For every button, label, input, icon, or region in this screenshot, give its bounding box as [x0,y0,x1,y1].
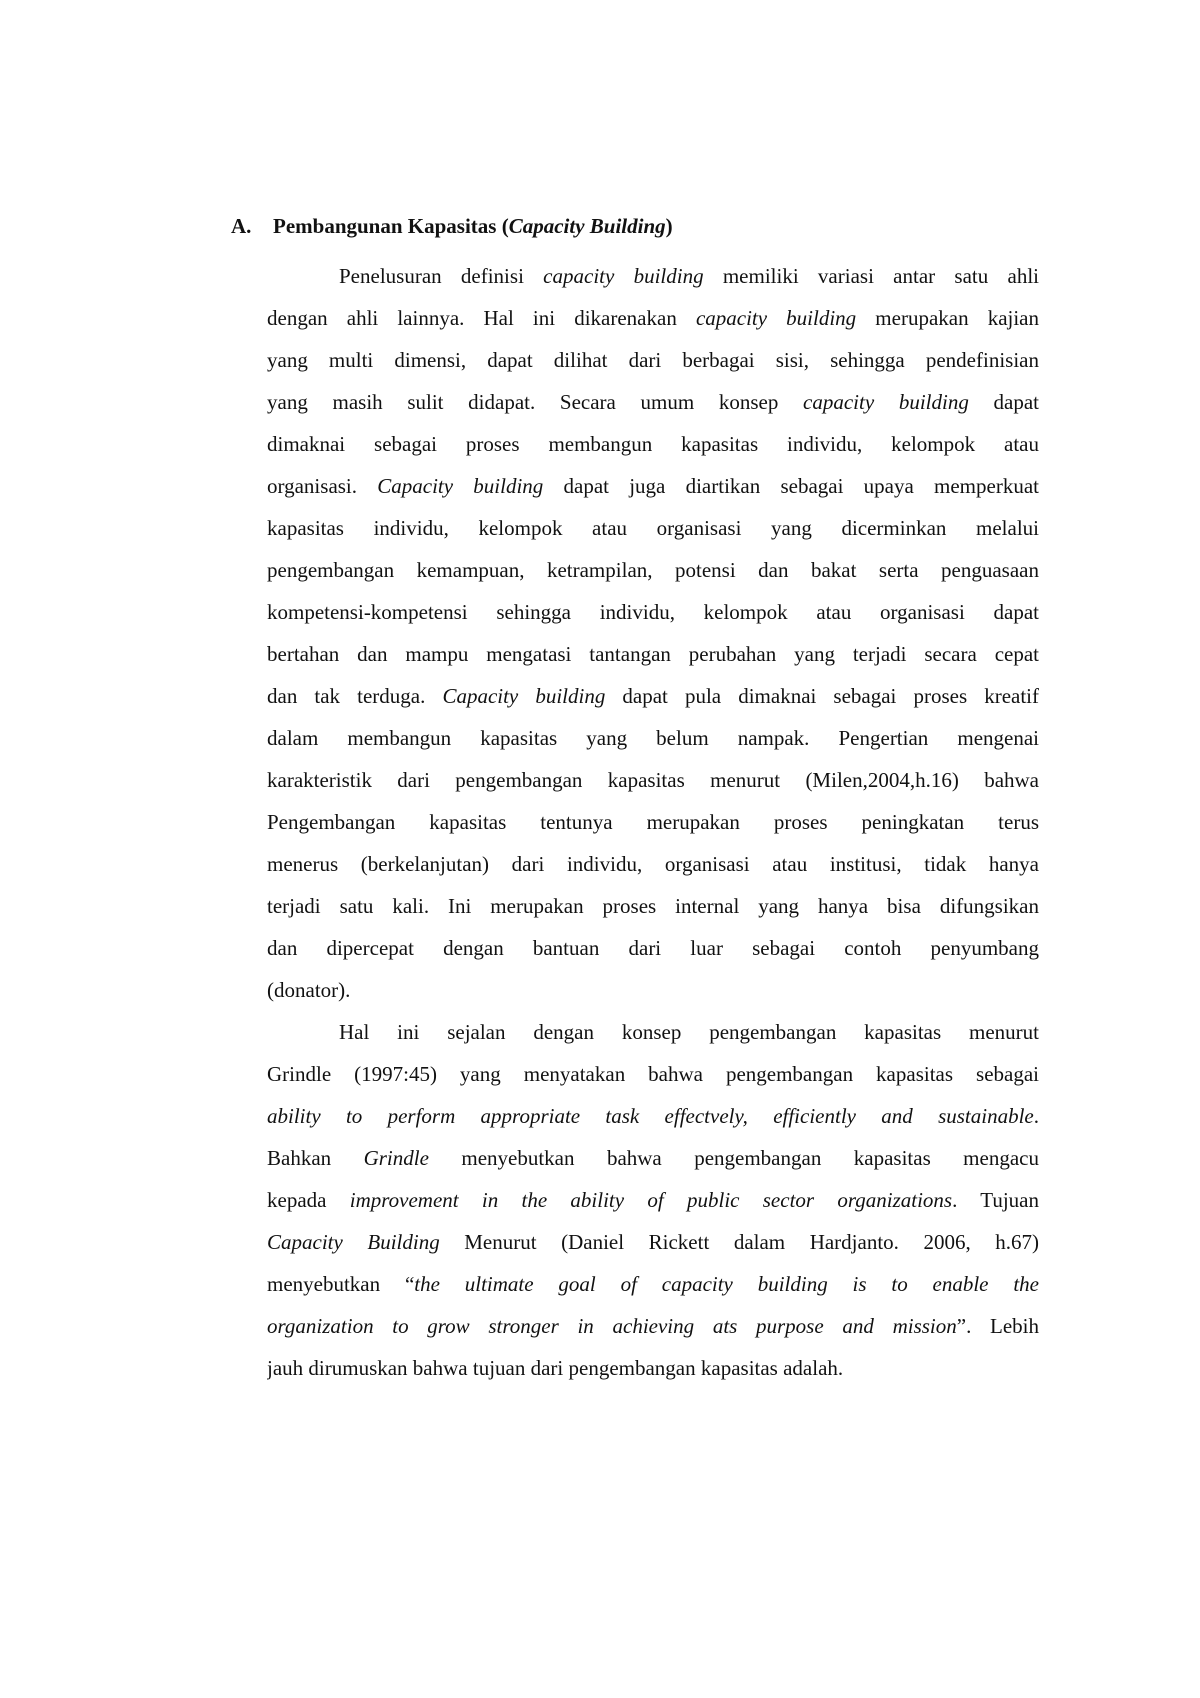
section-title-italic: Capacity Building [508,214,666,238]
text-line [267,297,1039,339]
text-line [267,1053,1039,1095]
text-segment: menyebutkan “ [267,1272,415,1296]
text-segment: dapat [968,390,1039,414]
text-segment: dan dipercepat dengan bantuan dari luar sebagai contoh penyumbang [267,936,1039,960]
italic-text: improvement in the ability of public sector organizations [349,1188,953,1212]
text-segment: dapat juga diartikan sebagai upaya memperkuat [543,474,1039,498]
text-line [267,1179,1039,1221]
text-line [267,885,1039,927]
text-segment: Grindle (1997:45) yang menyatakan bahwa pengembangan kapasitas sebagai [267,1062,1039,1086]
text-segment: yang masih sulit didapat. Secara umum konsep [267,390,804,414]
body-paragraphs [267,255,1039,1389]
text-line [267,675,1039,717]
text-segment: organisasi. [267,474,378,498]
text-segment: dapat pula dimaknai sebagai proses kreatif [605,684,1039,708]
text-segment: . Tujuan [952,1188,1039,1212]
text-line [267,465,1039,507]
text-line [267,843,1039,885]
text-segment: dimaknai sebagai proses membangun kapasitas individu, kelompok atau [267,432,1039,456]
text-line [267,255,1039,297]
text-segment: dengan ahli lainnya. Hal ini dikarenakan [267,306,696,330]
italic-text: capacity building [543,264,704,288]
text-line [267,801,1039,843]
text-segment: Hal ini sejalan dengan konsep pengembangan kapasitas menurut [339,1020,1039,1044]
italic-text: capacity building [695,306,857,330]
text-segment: merupakan kajian [856,306,1039,330]
italic-text: organization to grow stronger in achieving ats purpose and mission [267,1314,957,1338]
text-line [267,339,1039,381]
section-title [273,214,673,238]
text-line [267,969,1039,1011]
text-segment: kepada [267,1188,350,1212]
text-segment: kompetensi-kompetensi sehingga individu, kelompok atau organisasi dapat [267,600,1039,624]
text-segment: Menurut (Daniel Rickett dalam Hardjanto. 2006, h.67) [439,1230,1039,1254]
text-segment: terjadi satu kali. Ini merupakan proses internal yang hanya bisa difungsikan [267,894,1039,918]
italic-text: Capacity building [377,474,544,498]
text-line [267,1263,1039,1305]
text-segment: Penelusuran definisi [339,264,544,288]
text-line [267,759,1039,801]
section-heading [231,211,673,241]
text-line [267,927,1039,969]
text-line [267,1095,1039,1137]
italic-text: Capacity Building [267,1230,440,1254]
italic-text: Grindle [363,1146,429,1170]
text-segment: Pengembangan kapasitas tentunya merupakan proses peningkatan terus [267,810,1039,834]
text-line [267,1221,1039,1263]
section-number: A. [231,214,252,238]
text-segment: menyebutkan bahwa pengembangan kapasitas mengacu [428,1146,1039,1170]
text-line [267,1137,1039,1179]
section-title-close: ) [665,214,673,238]
text-segment: dan tak terduga. [267,684,443,708]
text-segment: bertahan dan mampu mengatasi tantangan perubahan yang terjadi secara cepat [267,642,1039,666]
text-segment: Bahkan [267,1146,364,1170]
italic-text: ability to perform appropriate task effectvely, efficiently and sustainable [267,1104,1034,1128]
text-segment: memiliki variasi antar satu ahli [703,264,1039,288]
text-segment: dalam membangun kapasitas yang belum nampak. Pengertian mengenai [267,726,1039,750]
text-line [267,1305,1039,1347]
text-line [267,549,1039,591]
italic-text: capacity building [803,390,969,414]
text-line [267,1011,1039,1053]
text-line [267,423,1039,465]
text-segment: . [1033,1104,1039,1128]
text-segment: pengembangan kemampuan, ketrampilan, potensi dan bakat serta penguasaan [267,558,1039,582]
text-line [267,633,1039,675]
text-line [267,507,1039,549]
text-segment: menerus (berkelanjutan) dari individu, organisasi atau institusi, tidak hanya [267,852,1039,876]
italic-text: the ultimate goal of capacity building is to enable the [414,1272,1039,1296]
text-line [267,717,1039,759]
text-segment: yang multi dimensi, dapat dilihat dari berbagai sisi, sehingga pendefinisian [267,348,1039,372]
section-title-plain: Pembangunan Kapasitas ( [273,214,509,238]
text-line [267,591,1039,633]
text-segment: (donator). [267,978,351,1002]
text-segment: jauh dirumuskan bahwa tujuan dari pengembangan kapasitas adalah. [267,1356,844,1380]
text-segment: kapasitas individu, kelompok atau organisasi yang dicerminkan melalui [267,516,1039,540]
text-line [267,1347,1039,1389]
italic-text: Capacity building [442,684,606,708]
text-segment: ”. Lebih [956,1314,1039,1338]
text-segment: karakteristik dari pengembangan kapasitas menurut (Milen,2004,h.16) bahwa [267,768,1039,792]
text-line [267,381,1039,423]
